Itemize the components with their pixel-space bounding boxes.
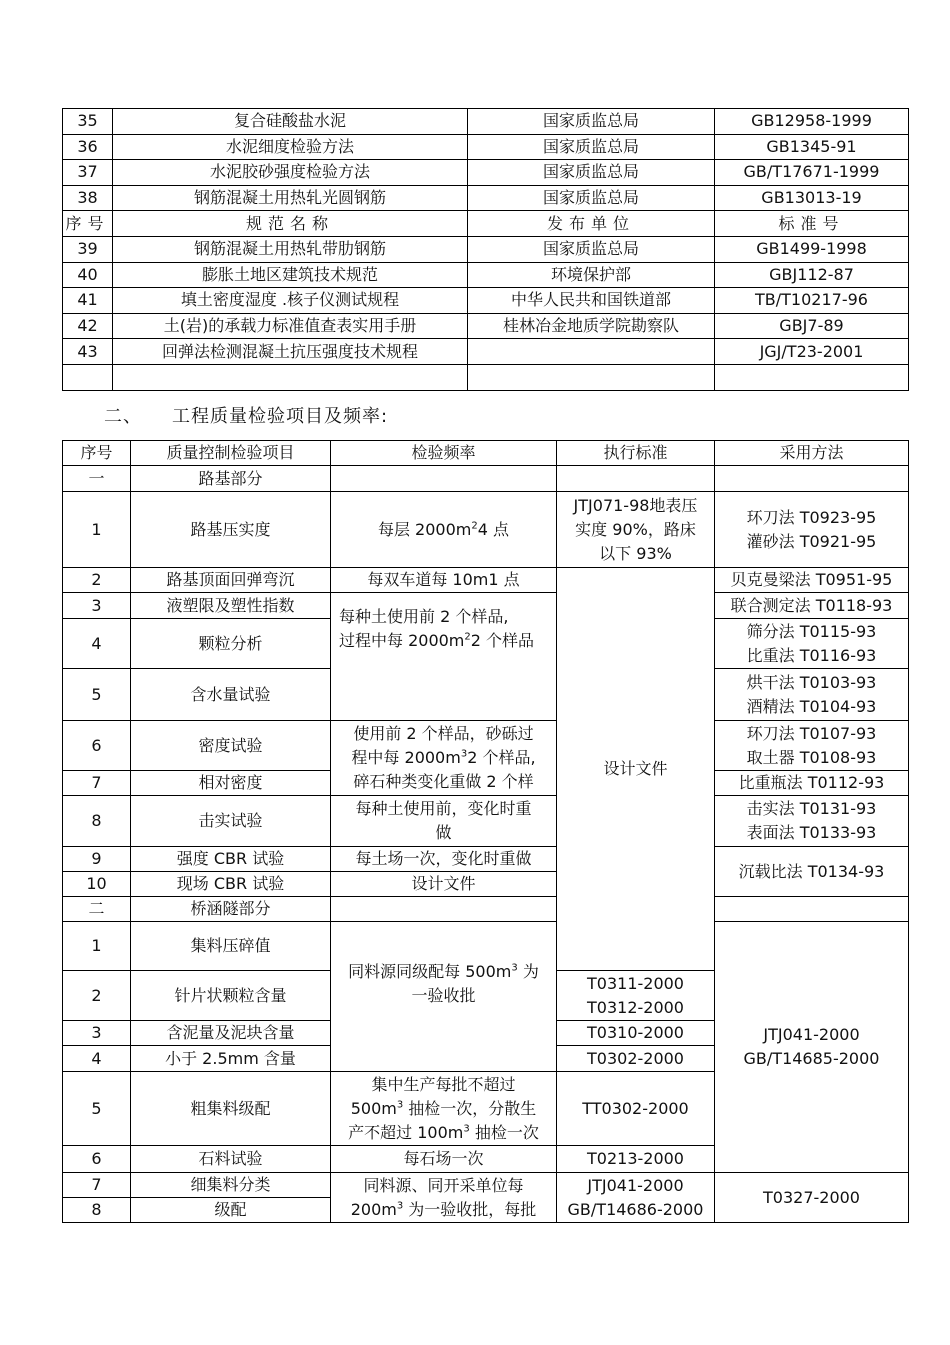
table-cell: 水泥细度检验方法: [113, 134, 468, 160]
table-row: 4 颗粒分析 筛分法 T0115-93 比重法 T0116-93: [63, 619, 909, 669]
table-cell: 钢筋混凝土用热轧光圆钢筋: [113, 185, 468, 211]
header-cell: 检验频率: [331, 441, 557, 466]
table-cell: JGJ/T23-2001: [715, 339, 909, 365]
table-cell: [468, 339, 715, 365]
table-cell: 39: [63, 236, 113, 262]
table-cell: 35: [63, 109, 113, 135]
header-cell: 发布单位: [468, 211, 715, 237]
header-cell: 执行标准: [557, 441, 715, 466]
table-row: 5 粗集料级配 集中生产每批不超过 $500m^3$ 抽检一次，分散生 产不超过 $100m^3$ 抽检一次 TT0302-2000: [63, 1072, 909, 1146]
section-heading: [104, 402, 388, 428]
table-row: [63, 185, 909, 211]
table-cell: 37: [63, 160, 113, 186]
section-number: 二、: [104, 406, 142, 427]
table-cell: 填土密度湿度 .核子仪测试规程: [113, 288, 468, 314]
header-cell: 标准号: [715, 211, 909, 237]
table-row: 6 石料试验 每石场一次 T0213-2000: [63, 1146, 909, 1173]
table-row: [63, 109, 909, 135]
standard-design-doc: 设计文件: [557, 568, 715, 971]
table-cell: 国家质监总局: [468, 109, 715, 135]
table-row: 8 级配: [63, 1198, 909, 1223]
table-cell: 回弹法检测混凝土抗压强度技术规程: [113, 339, 468, 365]
section-title: 工程质量检验项目及频率:: [172, 406, 389, 427]
table-row: 5 含水量试验 烘干法 T0103-93 酒精法 T0104-93: [63, 669, 909, 721]
group-row: 二 桥涵隧部分: [63, 897, 909, 922]
table-row: 3 含泥量及泥块含量 T0310-2000: [63, 1021, 909, 1046]
header-cell: 序号: [63, 441, 131, 466]
table-cell: [113, 364, 468, 390]
group-number: 一: [63, 466, 131, 492]
table-cell: GBJ112-87: [715, 262, 909, 288]
table-row: 10 现场 CBR 试验 设计文件: [63, 872, 909, 897]
table-cell: 40: [63, 262, 113, 288]
table-cell: 国家质监总局: [468, 134, 715, 160]
table-cell: 土(岩)的承载力标准值查表实用手册: [113, 313, 468, 339]
table-cell: GBJ7-89: [715, 313, 909, 339]
table-cell: 环境保护部: [468, 262, 715, 288]
table-row: 2 针片状颗粒含量 T0311-2000 T0312-2000: [63, 971, 909, 1021]
table-row: 7 相对密度 比重瓶法 T0112-93: [63, 771, 909, 796]
table-cell: 国家质监总局: [468, 160, 715, 186]
table-cell: 国家质监总局: [468, 185, 715, 211]
table-cell: 复合硅酸盐水泥: [113, 109, 468, 135]
table-row: 4 小于 2.5mm 含量 T0302-2000: [63, 1046, 909, 1072]
table-row: [63, 288, 909, 314]
table-cell: 水泥胶砂强度检验方法: [113, 160, 468, 186]
table-cell: 38: [63, 185, 113, 211]
table-cell: [715, 364, 909, 390]
table-row: 1 路基压实度 每层 $2000m^24$ 点 JTJ071-98地表压 实度 90%，路床 以下 93% 环刀法 T0923-95 灌砂法 T0921-95: [63, 492, 909, 568]
table-cell: [468, 364, 715, 390]
table-row: [63, 339, 909, 365]
table-row: 6 密度试验 使用前 2 个样品，砂砾过 程中每 $2000m^32$ 个样品, 碎石种类变化重做 2 个样 环刀法 T0107-93 取土器 T0108-93: [63, 721, 909, 771]
table-cell: GB1499-1998: [715, 236, 909, 262]
table-cell: GB12958-1999: [715, 109, 909, 135]
table-row: 9 强度 CBR 试验 每土场一次，变化时重做 沉载比法 T0134-93: [63, 847, 909, 872]
table-row: [63, 160, 909, 186]
header-cell: 采用方法: [715, 441, 909, 466]
table-row: [63, 313, 909, 339]
table-cell: 中华人民共和国铁道部: [468, 288, 715, 314]
header-cell: 规范名称: [113, 211, 468, 237]
table-row: 2 路基顶面回弹弯沉 每双车道每 10m1 点 设计文件 贝克曼梁法 T0951-95: [63, 568, 909, 593]
table-cell: GB/T17671-1999: [715, 160, 909, 186]
table-cell: 42: [63, 313, 113, 339]
table-row: [63, 364, 909, 390]
table-cell: 桂林冶金地质学院勘察队: [468, 313, 715, 339]
table-cell: 钢筋混凝土用热轧带肋钢筋: [113, 236, 468, 262]
table-row: [63, 262, 909, 288]
table-cell: 36: [63, 134, 113, 160]
inspection-table: [62, 440, 909, 1223]
table-cell: TB/T10217-96: [715, 288, 909, 314]
table-header-row: [63, 211, 909, 237]
table-cell: 41: [63, 288, 113, 314]
table-row: 7 细集料分类 同料源、同开采单位每 $200m^3$ 为一验收批，每批 JTJ041-2000 GB/T14686-2000 T0327-2000: [63, 1173, 909, 1198]
group-name: 路基部分: [131, 466, 331, 492]
table-cell: 43: [63, 339, 113, 365]
group-row: [63, 466, 909, 492]
table-cell: GB13013-19: [715, 185, 909, 211]
table-cell: GB1345-91: [715, 134, 909, 160]
table-row: [63, 134, 909, 160]
table-cell: [63, 364, 113, 390]
table-row: 8 击实试验 每种土使用前，变化时重 做 击实法 T0131-93 表面法 T0133-93: [63, 796, 909, 847]
table-header-row: [63, 441, 909, 466]
header-cell: 序号: [63, 211, 113, 237]
standards-table: [62, 108, 909, 391]
header-cell: 质量控制检验项目: [131, 441, 331, 466]
table-row: 3 液塑限及塑性指数 每种土使用前 2 个样品, 过程中每 $2000m^22$ 个样品 联合测定法 T0118-93: [63, 593, 909, 619]
table-cell: 膨胀土地区建筑技术规范: [113, 262, 468, 288]
table-row: [63, 236, 909, 262]
table-row: 1 集料压碎值 同料源同级配每 $500m^3$ 为 一验收批 JTJ041-2000 GB/T14685-2000: [63, 922, 909, 971]
table-cell: 国家质监总局: [468, 236, 715, 262]
